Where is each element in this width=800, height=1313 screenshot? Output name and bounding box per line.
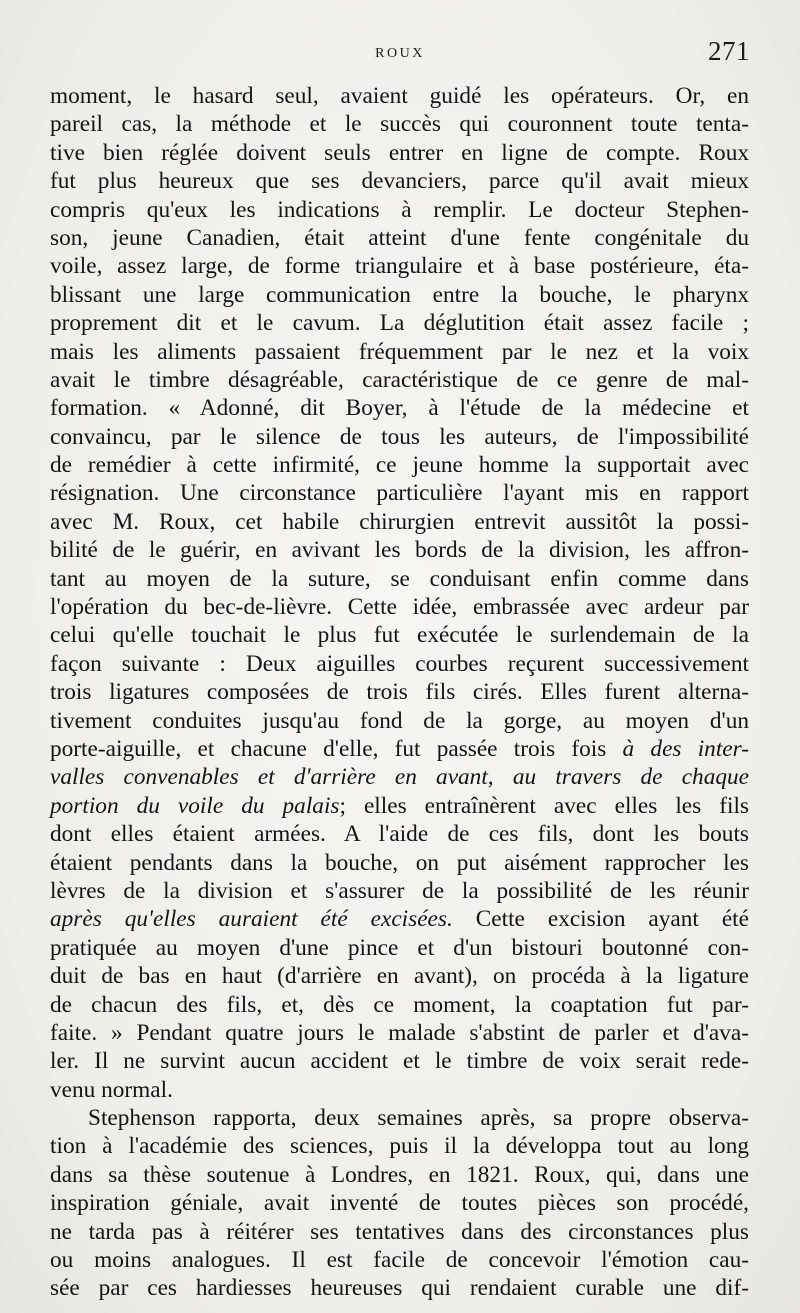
text-line: blissant une large communication entre la bouche, le pharynx — [50, 281, 749, 308]
paragraph-1 — [50, 82, 749, 1104]
text-line: duit de bas en haut (d'arrière en avant), on procéda à la ligature — [50, 963, 749, 990]
text-line: lèvres de la division et s'assurer de la possibilité de les réunir — [50, 877, 749, 904]
text-line: étaient pendants dans la bouche, on put aisément rapprocher les — [50, 849, 749, 876]
text-line-italic — [50, 763, 749, 791]
text-line-mixed — [50, 792, 749, 820]
text-line: fut plus heureux que ses devanciers, parce qu'il avait mieux — [50, 168, 749, 195]
italic-segment: valles convenables et d'arrière en avant, au travers de chaque — [50, 764, 749, 791]
text-line: tant au moyen de la suture, se conduisant enfin comme dans — [50, 565, 749, 592]
text-line: tivement conduites jusqu'au fond de la gorge, au moyen d'un — [50, 707, 749, 734]
text-line: dans sa thèse soutenue à Londres, en 1821. Roux, qui, dans une — [50, 1161, 749, 1188]
text-line: compris qu'eux les indications à remplir. Le docteur Stephen- — [50, 196, 749, 223]
text-line: de chacun des fils, et, dès ce moment, la coaptation fut par- — [50, 991, 749, 1018]
text-line: celui qu'elle touchait le plus fut exécutée le surlendemain de la — [50, 622, 749, 649]
text-line: bilité de le guérir, en avivant les bords de la division, les affron- — [50, 537, 749, 564]
text-line-mixed — [50, 735, 749, 763]
text-line: trois ligatures composées de trois fils cirés. Elles furent alterna- — [50, 679, 749, 706]
text-line: inspiration géniale, avait inventé de toutes pièces son procédé, — [50, 1190, 749, 1217]
italic-segment: portion du voile du palais — [50, 792, 340, 819]
text-line: voile, assez large, de forme triangulaire et à base postérieure, éta- — [50, 253, 749, 280]
text-line: ler. Il ne survint aucun accident et le timbre de voix serait rede- — [50, 1048, 749, 1075]
running-head: ROUX — [375, 46, 425, 61]
page-number: 271 — [708, 36, 750, 66]
text-segment: porte-aiguille, et chacune d'elle, fut passée trois fois — [50, 735, 623, 762]
text-line: résignation. Une circonstance particulière l'ayant mis en rapport — [50, 480, 749, 507]
paragraph-2 — [50, 1104, 749, 1303]
text-line: avec M. Roux, cet habile chirurgien entrevit aussitôt la possi- — [50, 508, 749, 535]
text-line: sée par ces hardiesses heureuses qui rendaient curable une dif- — [50, 1275, 749, 1302]
text-line: venu normal. — [50, 1076, 173, 1103]
text-line-mixed — [50, 905, 749, 933]
body-text — [50, 82, 749, 1303]
italic-segment: après qu'elles auraient été excisées. — [50, 906, 453, 933]
text-line: pratiquée au moyen d'une pince et d'un bistouri boutonné con- — [50, 934, 749, 961]
text-line: ou moins analogues. Il est facile de concevoir l'émotion cau- — [50, 1247, 749, 1274]
italic-segment: à des inter- — [622, 735, 749, 762]
text-line: Stephenson rapporta, deux semaines après, sa propre observa- — [88, 1105, 749, 1132]
text-line: pareil cas, la méthode et le succès qui couronnent toute tenta- — [50, 111, 749, 138]
text-line: tive bien réglée doivent seuls entrer en ligne de compte. Roux — [50, 139, 749, 166]
text-line: formation. « Adonné, dit Boyer, à l'étude de la médecine et — [50, 395, 749, 422]
page-header — [50, 36, 750, 76]
text-line: de remédier à cette infirmité, ce jeune homme la supportait avec — [50, 452, 749, 479]
text-line: ne tarda pas à réitérer ses tentatives dans des circonstances plus — [50, 1218, 749, 1245]
text-line: mais les aliments passaient fréquemment par le nez et la voix — [50, 338, 749, 365]
text-line: son, jeune Canadien, était atteint d'une fente congénitale du — [50, 224, 749, 251]
text-line: dont elles étaient armées. A l'aide de ces fils, dont les bouts — [50, 821, 749, 848]
text-line: façon suivante : Deux aiguilles courbes reçurent successivement — [50, 650, 749, 677]
text-segment: Cette excision ayant été — [452, 906, 749, 933]
text-line: tion à l'académie des sciences, puis il la développa tout au long — [50, 1133, 749, 1160]
text-line: l'opération du bec-de-lièvre. Cette idée, embrassée avec ardeur par — [50, 594, 749, 621]
text-line: faite. » Pendant quatre jours le malade s'abstint de parler et d'ava- — [50, 1019, 749, 1046]
text-line: proprement dit et le cavum. La déglutition était assez facile ; — [50, 310, 749, 337]
text-line: convaincu, par le silence de tous les auteurs, de l'impossibilité — [50, 423, 749, 450]
text-line: moment, le hasard seul, avaient guidé les opérateurs. Or, en — [50, 83, 749, 109]
text-line: avait le timbre désagréable, caractéristique de ce genre de mal- — [50, 366, 749, 393]
text-segment: ; elles entraînèrent avec elles les fils — [339, 792, 749, 819]
